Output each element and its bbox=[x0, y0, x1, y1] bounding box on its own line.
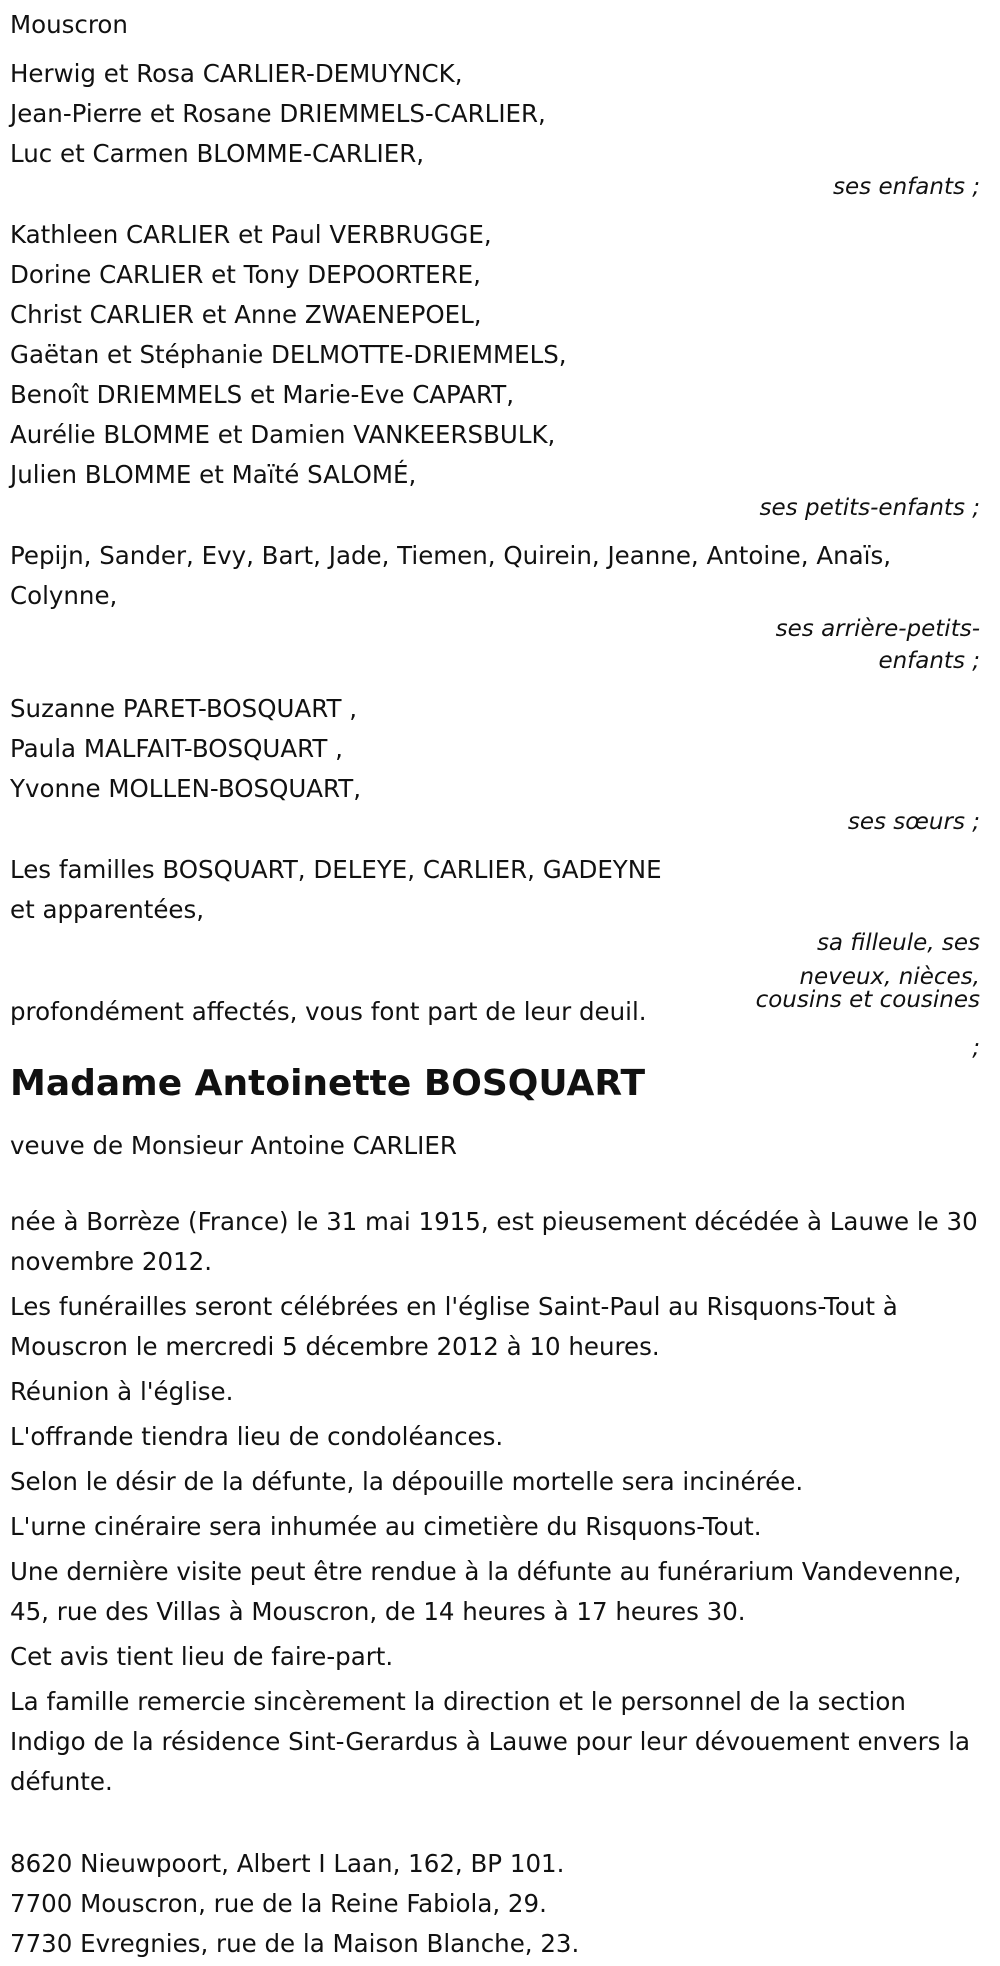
great-grandchildren-group bbox=[10, 536, 990, 680]
families-role-tail: ; bbox=[972, 1035, 980, 1061]
closing-statement: profondément affectés, vous font part de leur deuil. bbox=[10, 997, 647, 1026]
paragraph: Cet avis tient lieu de faire-part. bbox=[10, 1642, 394, 1671]
address-block bbox=[10, 1844, 990, 1964]
child-name: Herwig et Rosa CARLIER-DEMUYNCK, bbox=[10, 59, 463, 88]
sister-name: Yvonne MOLLEN-BOSQUART, bbox=[10, 774, 362, 803]
great-grandchildren-names: Pepijn, Sander, Evy, Bart, Jade, Tiemen, Quirein, Jeanne, Antoine, Anaïs, bbox=[10, 541, 891, 570]
child-name: Luc et Carmen BLOMME-CARLIER, bbox=[10, 139, 425, 168]
paragraph: L'urne cinéraire sera inhumée au cimetière du Risquons-Tout. bbox=[10, 1512, 762, 1541]
grandchild-name: Christ CARLIER et Anne ZWAENEPOEL, bbox=[10, 300, 482, 329]
death-notice bbox=[10, 0, 990, 1964]
deceased-subtitle: veuve de Monsieur Antoine CARLIER bbox=[10, 1131, 457, 1160]
paragraph: Selon le désir de la défunte, la dépouille mortelle sera incinérée. bbox=[10, 1467, 804, 1496]
grandchild-name: Julien BLOMME et Maïté SALOMÉ, bbox=[10, 460, 417, 489]
paragraph: Une dernière visite peut être rendue à la défunte au funérarium Vandevenne, 45, rue des Villas à Mouscron, de 14 heures à 17 heures 30. bbox=[10, 1557, 962, 1626]
families-role: sa filleule, ses bbox=[816, 930, 980, 956]
paragraph: née à Borrèze (France) le 31 mai 1915, est pieusement décédée à Lauwe le 30 novembre 2012. bbox=[10, 1207, 978, 1276]
families-group bbox=[10, 850, 990, 962]
closing-row bbox=[10, 964, 990, 1038]
families-text-cont: et apparentées, bbox=[10, 895, 205, 924]
sisters-group bbox=[10, 689, 990, 841]
great-grandchildren-names-cont: Colynne, bbox=[10, 581, 118, 610]
paragraph: La famille remercie sincèrement la direction et le personnel de la section Indigo de la résidence Sint-Gerardus à Lauwe pour leur dévouement envers la défunte. bbox=[10, 1687, 971, 1796]
place-name: Mouscron bbox=[10, 10, 128, 39]
address-line: 7730 Evregnies, rue de la Maison Blanche, 23. bbox=[10, 1929, 580, 1958]
grandchildren-group bbox=[10, 215, 990, 527]
sister-name: Paula MALFAIT-BOSQUART , bbox=[10, 734, 343, 763]
families-role-cont bbox=[720, 962, 980, 1013]
great-grandchildren-role: ses arrière-petits- bbox=[775, 616, 980, 642]
deceased-name: Madame Antoinette BOSQUART bbox=[10, 1063, 646, 1104]
grandchild-name: Gaëtan et Stéphanie DELMOTTE-DRIEMMELS, bbox=[10, 340, 567, 369]
paragraph: L'offrande tiendra lieu de condoléances. bbox=[10, 1422, 504, 1451]
grandchildren-role: ses petits-enfants ; bbox=[759, 495, 980, 521]
families-text: Les familles BOSQUART, DELEYE, CARLIER, GADEYNE bbox=[10, 855, 662, 884]
families-role-line: cousins et cousines bbox=[755, 987, 980, 1013]
children-group bbox=[10, 54, 990, 206]
sisters-role: ses sœurs ; bbox=[847, 809, 980, 835]
grandchild-name: Aurélie BLOMME et Damien VANKEERSBULK, bbox=[10, 420, 556, 449]
child-name: Jean-Pierre et Rosane DRIEMMELS-CARLIER, bbox=[10, 99, 546, 128]
address-line: 7700 Mouscron, rue de la Reine Fabiola, 29. bbox=[10, 1889, 547, 1918]
grandchild-name: Kathleen CARLIER et Paul VERBRUGGE, bbox=[10, 220, 492, 249]
notice-body bbox=[10, 1202, 990, 1802]
paragraph: Les funérailles seront célébrées en l'église Saint-Paul au Risquons-Tout à Mouscron le mercredi 5 décembre 2012 à 10 heures. bbox=[10, 1292, 898, 1361]
sister-name: Suzanne PARET-BOSQUART , bbox=[10, 694, 357, 723]
grandchild-name: Benoît DRIEMMELS et Marie-Eve CAPART, bbox=[10, 380, 515, 409]
paragraph: Réunion à l'église. bbox=[10, 1377, 234, 1406]
children-role: ses enfants ; bbox=[833, 174, 980, 200]
great-grandchildren-role-cont: enfants ; bbox=[878, 648, 980, 674]
families-role-line: neveux, nièces, bbox=[799, 964, 980, 990]
grandchild-name: Dorine CARLIER et Tony DEPOORTERE, bbox=[10, 260, 481, 289]
address-line: 8620 Nieuwpoort, Albert I Laan, 162, BP 101. bbox=[10, 1849, 565, 1878]
